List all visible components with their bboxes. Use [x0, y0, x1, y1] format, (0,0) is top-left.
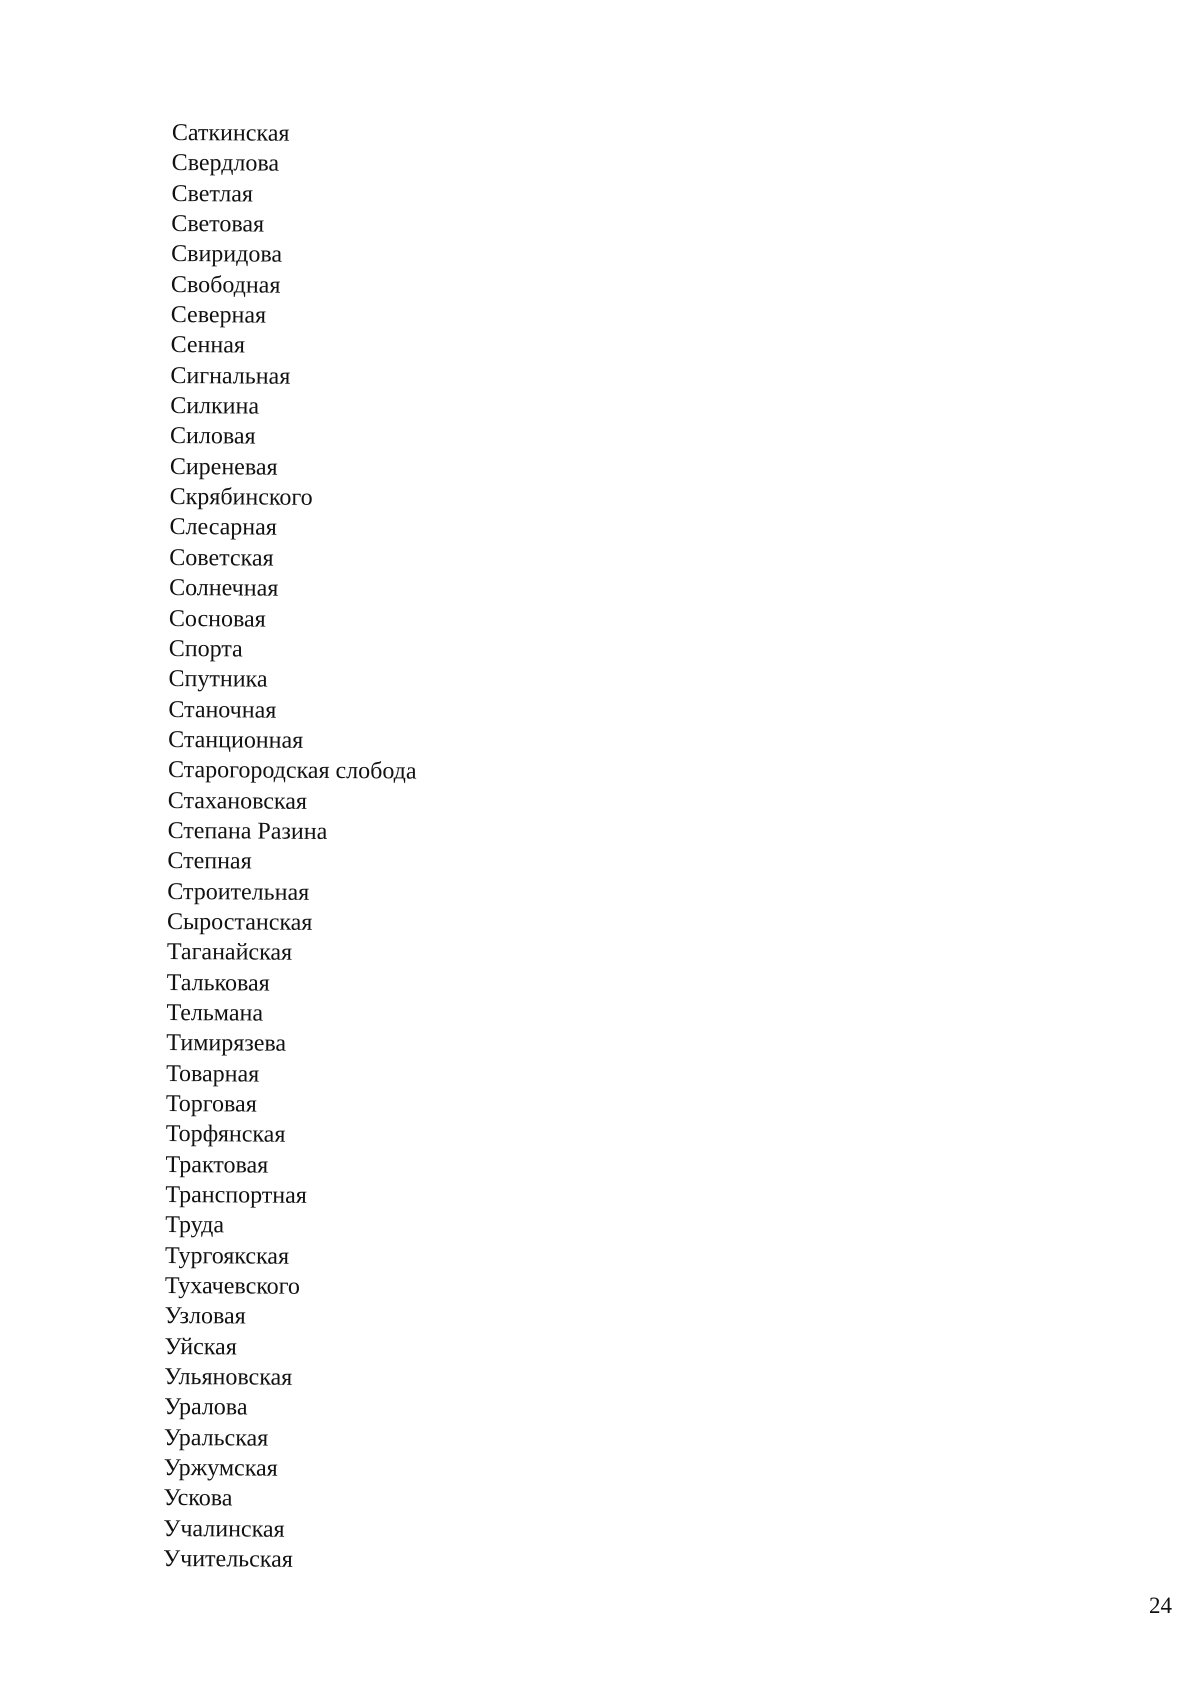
street-list-item: Спутника [168, 666, 268, 693]
street-list-item: Тимирязева [166, 1030, 287, 1058]
street-list-item: Станционная [168, 726, 304, 754]
street-list-item: Товарная [166, 1060, 260, 1088]
street-list-item: Уральская [163, 1424, 269, 1452]
street-list-item: Слесарная [169, 514, 277, 542]
page-number: 24 [1149, 1593, 1172, 1618]
street-list-item: Саткинская [171, 119, 290, 147]
street-list-item: Узловая [164, 1303, 246, 1330]
street-list-item: Сыростанская [167, 908, 313, 936]
street-list [163, 118, 420, 1576]
street-list-item: Таганайская [166, 939, 293, 967]
street-list-item: Советская [169, 544, 274, 572]
street-list-item: Трактовая [165, 1151, 269, 1179]
street-list-item: Спорта [168, 635, 243, 663]
street-list-item: Силовая [169, 423, 256, 450]
street-list-item: Скрябинского [169, 484, 313, 511]
street-list-item: Солнечная [169, 575, 279, 602]
street-list-item: Ускова [163, 1485, 233, 1512]
street-list-item: Уйская [164, 1333, 237, 1361]
street-list-item: Сиреневая [169, 453, 278, 481]
street-list-item: Степана Разина [167, 817, 328, 845]
street-list-item: Тургоякская [164, 1242, 290, 1270]
street-list-item: Светлая [171, 180, 254, 208]
street-list-item: Труда [165, 1212, 225, 1239]
street-list-item: Свободная [170, 271, 281, 299]
street-list-item: Сенная [170, 332, 246, 359]
street-list-item: Силкина [170, 393, 260, 420]
street-list-item: Транспортная [165, 1182, 307, 1209]
street-list-item: Световая [171, 211, 265, 238]
street-list-item: Станочная [168, 696, 277, 724]
street-list-item: Уралова [164, 1394, 248, 1421]
street-list-item: Старогородская слобода [167, 757, 417, 785]
street-list-item: Тальковая [166, 969, 270, 997]
street-list-item: Уржумская [163, 1455, 278, 1482]
street-list-item: Строительная [167, 878, 310, 906]
street-list-item: Свиридова [171, 241, 283, 269]
street-list-item: Тухачевского [164, 1273, 301, 1300]
street-list-item: Стахановская [167, 787, 308, 815]
street-list-item: Степная [167, 848, 252, 875]
street-list-item: Торфянская [165, 1121, 286, 1149]
street-list-item: Учалинская [163, 1515, 285, 1543]
street-list-item: Северная [170, 302, 267, 329]
street-list-item: Ульяновская [164, 1364, 293, 1391]
street-list-item: Учительская [163, 1546, 293, 1573]
street-list-item: Свердлова [171, 150, 280, 177]
street-list-item: Сосновая [168, 605, 266, 633]
street-list-item: Сигнальная [170, 362, 291, 390]
street-list-item: Тельмана [166, 999, 264, 1027]
street-list-item: Торговая [165, 1090, 257, 1118]
